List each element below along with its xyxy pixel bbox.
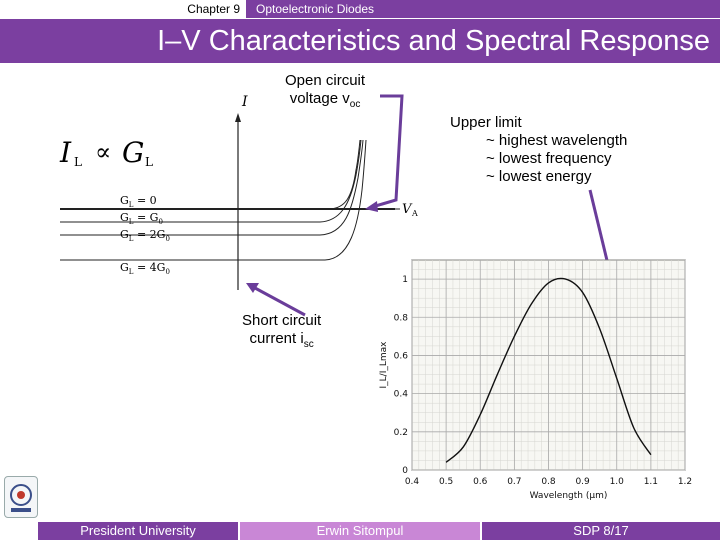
spectral-chart: [379, 260, 692, 501]
upper-limit-callout: [450, 114, 710, 186]
logo-icon: [5, 477, 37, 517]
upper-limit-line1: Upper limit: [450, 114, 522, 131]
formula-g: G: [122, 136, 145, 169]
footer-author: Erwin Sitompul: [240, 522, 480, 540]
chart-x-tick-label: 0.8: [541, 477, 556, 487]
footer: [0, 522, 720, 540]
chart-x-tick-label: 0.5: [438, 477, 454, 487]
isc-line2: current i: [249, 330, 304, 347]
chart-x-tick-label: 1.1: [643, 477, 659, 487]
chart-x-tick-label: 0.4: [404, 477, 420, 487]
iv-y-arrow: [235, 113, 241, 122]
formula-sub-l2: L: [145, 155, 153, 169]
chart-x-axis-label: Wavelength (μm): [529, 491, 608, 501]
chart-y-tick-label: 0.8: [393, 313, 408, 324]
voc-line1: Open circuit: [285, 72, 366, 89]
upper-limit-line2: ~ highest wavelength: [486, 132, 628, 149]
chart-y-axis-label: I_L/I_Lmax: [379, 341, 389, 389]
university-logo: [4, 476, 38, 518]
isc-line1: Short circuit: [242, 312, 322, 329]
isc-sub: sc: [303, 339, 314, 350]
voc-line2: voltage v: [289, 90, 350, 107]
voc-arrow-head: [365, 201, 378, 212]
iv-x-label: V: [402, 202, 412, 217]
chart-y-tick-label: 0.4: [393, 389, 408, 400]
upper-limit-line3: ~ lowest frequency: [486, 150, 612, 167]
curve-label-1: $G_L = G_0$: [120, 211, 163, 226]
chart-y-tick-label: 0: [402, 466, 408, 476]
formula-text: I: [60, 136, 72, 169]
chart-y-tick-label: 0.6: [393, 351, 408, 362]
chart-x-tick-label: 1.2: [677, 477, 693, 487]
slide-title: I–V Characteristics and Spectral Response: [157, 25, 710, 57]
curve-label-0: $G_L = 0$: [120, 194, 157, 209]
chart-x-tick-label: 0.6: [473, 477, 488, 487]
chart-y-tick-label: 1: [402, 275, 408, 286]
isc-arrow: [255, 288, 305, 315]
chart-x-tick-label: 1.0: [609, 477, 624, 487]
voc-sub: oc: [349, 99, 361, 110]
chart-y-tick-label: 0.2: [393, 427, 408, 438]
voc-callout: [285, 72, 365, 114]
voc-arrow: [372, 96, 402, 207]
curve-label-2: $G_L = 2G_0$: [120, 228, 170, 243]
svg-text:A: A: [412, 209, 418, 218]
formula-sub-l: L: [74, 155, 82, 169]
footer-page: SDP 8/17: [482, 522, 720, 540]
upper-limit-line4: ~ lowest energy: [486, 168, 592, 185]
curve-label-4: $G_L = 4G_0$: [120, 261, 170, 276]
chapter-label: Chapter 9: [0, 0, 246, 18]
isc-callout: [242, 312, 321, 354]
chart-x-tick-label: 0.9: [575, 477, 590, 487]
iv-y-label: I: [242, 94, 248, 110]
chapter-title: Optoelectronic Diodes: [246, 0, 720, 18]
proportional-symbol: ∝: [95, 138, 112, 166]
footer-university: President University: [38, 522, 238, 540]
chart-x-tick-label: 0.7: [507, 477, 522, 487]
